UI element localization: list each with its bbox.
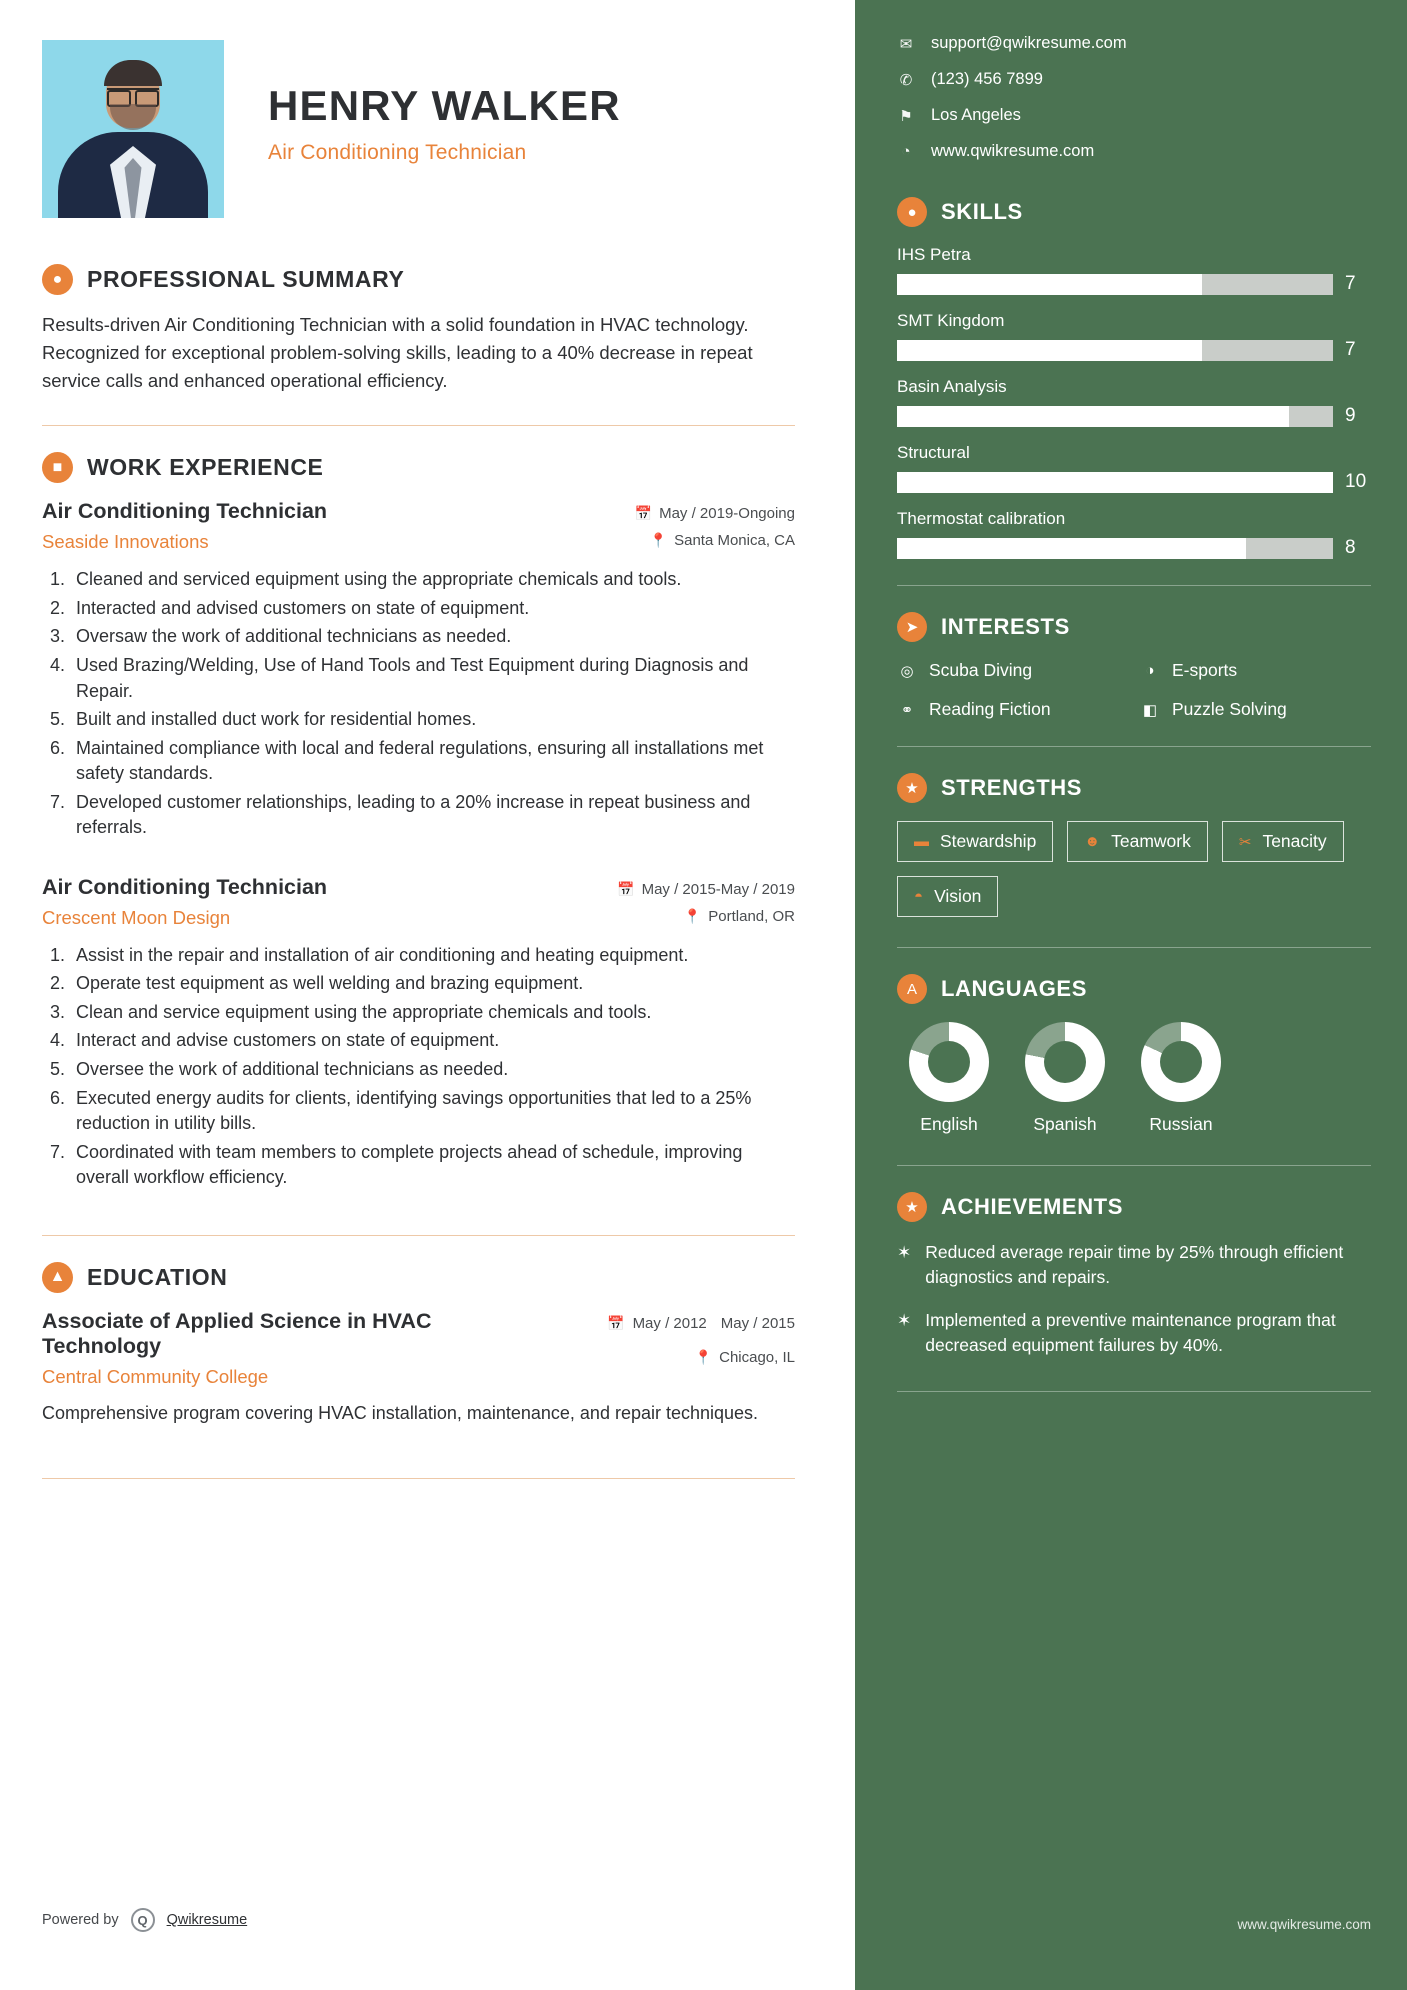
job-dates: May / 2019-Ongoing xyxy=(659,505,795,523)
right-footer-site: www.qwikresume.com xyxy=(1237,1917,1371,1932)
interest-item xyxy=(1140,699,1371,720)
contact-block xyxy=(897,34,1371,161)
powered-by-label: Powered by xyxy=(42,1912,119,1928)
section-education xyxy=(42,1262,795,1426)
list-item: 5. Oversee the work of additional technicians as needed. xyxy=(70,1057,795,1083)
contact-website xyxy=(897,142,1371,161)
divider xyxy=(897,746,1371,747)
work-item xyxy=(42,875,795,1191)
skill-bar xyxy=(897,472,1333,493)
strength-label: Vision xyxy=(934,886,982,906)
skill-bar xyxy=(897,406,1333,427)
contact-location xyxy=(897,106,1371,125)
interest-item xyxy=(897,699,1128,720)
list-item: 1. Assist in the repair and installation of air conditioning and heating equipment. xyxy=(70,943,795,969)
list-item: 4. Interact and advise customers on state of equipment. xyxy=(70,1028,795,1054)
job-meta xyxy=(617,875,795,925)
language-item xyxy=(909,1022,989,1135)
strengths-list xyxy=(897,821,1371,917)
section-title: ACHIEVEMENTS xyxy=(941,1194,1123,1219)
list-item: 6. Executed energy audits for clients, identifying savings opportunities that led to a 25% reduction in utility bills. xyxy=(70,1086,795,1137)
language-item xyxy=(1025,1022,1105,1135)
section-heading-languages xyxy=(897,974,1371,1004)
divider xyxy=(897,585,1371,586)
section-title: INTERESTS xyxy=(941,614,1070,639)
skill-value: 7 xyxy=(1345,273,1356,294)
list-item: 7. Developed customer relationships, leading to a 20% increase in repeat business and referrals. xyxy=(70,790,795,841)
education-location: Chicago, IL xyxy=(719,1349,795,1367)
job-company: Crescent Moon Design xyxy=(42,906,231,928)
strength-item xyxy=(897,876,998,917)
interest-label: E-sports xyxy=(1172,660,1238,680)
work-item xyxy=(42,499,795,840)
achievement-item xyxy=(897,1240,1371,1290)
graduation-cap-icon: ▲ xyxy=(42,1262,73,1293)
languages-list xyxy=(897,1022,1371,1135)
language-name: Spanish xyxy=(1033,1114,1097,1134)
header xyxy=(42,40,795,218)
list-item: 2. Operate test equipment as well welding and brazing equipment. xyxy=(70,971,795,997)
calendar-icon: 📅 xyxy=(607,1314,625,1331)
puzzle-icon: ◧ xyxy=(1142,701,1158,719)
interests-list xyxy=(897,660,1371,720)
section-title: SKILLS xyxy=(941,199,1023,224)
skill-name: Basin Analysis xyxy=(897,377,1007,396)
section-professional-summary xyxy=(42,264,795,395)
phone-icon: ✆ xyxy=(899,71,913,89)
list-item: 3. Oversaw the work of additional technicians as needed. xyxy=(70,624,795,650)
skill-item xyxy=(897,443,1371,493)
page-title: HENRY WALKER xyxy=(268,82,621,129)
job-bullets xyxy=(70,567,795,840)
divider xyxy=(42,1478,795,1479)
language-progress-ring xyxy=(1141,1022,1221,1102)
briefcase-icon: ▬ xyxy=(914,833,929,850)
section-heading-interests xyxy=(897,612,1371,642)
job-role: Air Conditioning Technician xyxy=(42,499,328,524)
section-title: LANGUAGES xyxy=(941,976,1087,1001)
section-title: PROFESSIONAL SUMMARY xyxy=(87,266,405,292)
language-progress-ring xyxy=(909,1022,989,1102)
strength-item xyxy=(1067,821,1208,862)
skill-name: Thermostat calibration xyxy=(897,509,1066,528)
qwikresume-logo-icon: Q xyxy=(131,1908,155,1932)
binoculars-icon: ◓ xyxy=(914,888,924,905)
achievement-item xyxy=(897,1308,1371,1358)
column-gap xyxy=(843,0,855,1990)
list-item: 1. Cleaned and serviced equipment using the appropriate chemicals and tools. xyxy=(70,567,795,593)
job-bullets xyxy=(70,943,795,1191)
strength-item xyxy=(897,821,1053,862)
section-title: STRENGTHS xyxy=(941,775,1083,800)
list-item: 4. Used Brazing/Welding, Use of Hand Tools and Test Equipment during Diagnosis and Repair. xyxy=(70,653,795,704)
pin-icon: 📍 xyxy=(683,907,702,924)
skill-item xyxy=(897,377,1371,427)
skill-item xyxy=(897,509,1371,559)
section-heading-achievements xyxy=(897,1192,1371,1222)
job-company: Seaside Innovations xyxy=(42,531,209,553)
list-item: 5. Built and installed duct work for residential homes. xyxy=(70,707,795,733)
skill-name: IHS Petra xyxy=(897,245,971,264)
job-location: Santa Monica, CA xyxy=(674,532,795,550)
summary-text: Results-driven Air Conditioning Technician with a solid foundation in HVAC technology. Recognized for exceptional problem-solving skills, leading to a 40% decrease in repeat service calls and enhanced operational efficiency. xyxy=(42,314,753,392)
list-item: 6. Maintained compliance with local and federal regulations, ensuring all installations met safety standards. xyxy=(70,736,795,787)
language-name: Russian xyxy=(1149,1114,1213,1134)
section-heading-strengths xyxy=(897,773,1371,803)
list-item: 2. Interacted and advised customers on state of equipment. xyxy=(70,596,795,622)
section-heading xyxy=(42,452,795,483)
education-description: Comprehensive program covering HVAC installation, maintenance, and repair techniques. xyxy=(42,1402,759,1423)
pin-icon: 📍 xyxy=(649,532,668,549)
section-title: EDUCATION xyxy=(87,1263,228,1290)
award-icon: ✶ xyxy=(897,1310,912,1330)
divider xyxy=(42,1235,795,1236)
section-title: WORK EXPERIENCE xyxy=(87,454,324,481)
section-heading xyxy=(42,264,795,295)
divider xyxy=(42,425,795,426)
award-icon: ✶ xyxy=(897,1243,912,1262)
skill-value: 8 xyxy=(1345,537,1356,558)
calendar-icon: 📅 xyxy=(617,880,635,897)
name-block xyxy=(268,40,621,165)
job-role: Air Conditioning Technician xyxy=(42,874,328,899)
divider xyxy=(897,947,1371,948)
strength-label: Stewardship xyxy=(940,831,1037,851)
education-degree: Associate of Applied Science in HVAC Technology xyxy=(42,1308,432,1358)
list-item: 7. Coordinated with team members to complete projects ahead of schedule, improving overall workflow efficiency. xyxy=(70,1140,795,1191)
pin-icon: 📍 xyxy=(694,1349,713,1366)
briefcase-icon: ■ xyxy=(42,452,73,483)
scuba-icon: ◎ xyxy=(900,662,914,680)
skill-item xyxy=(897,311,1371,361)
skill-item xyxy=(897,245,1371,295)
section-heading-skills xyxy=(897,197,1371,227)
right-column xyxy=(855,0,1407,1990)
education-end-date: May / 2015 xyxy=(720,1314,795,1332)
skill-value: 9 xyxy=(1345,405,1356,426)
language-name: English xyxy=(920,1114,978,1134)
interest-label: Puzzle Solving xyxy=(1172,699,1287,719)
interest-item xyxy=(1140,660,1371,681)
calendar-icon: 📅 xyxy=(634,505,653,522)
strength-label: Teamwork xyxy=(1111,831,1191,851)
esports-icon: ◑ xyxy=(1145,662,1155,679)
contact-website-value[interactable]: www.qwikresume.com xyxy=(931,142,1095,160)
contact-location-value: Los Angeles xyxy=(931,106,1021,124)
skill-name: SMT Kingdom xyxy=(897,311,1005,330)
achievement-text: Implemented a preventive maintenance program that decreased equipment failures by 40%. xyxy=(925,1309,1336,1355)
fist-icon: ★ xyxy=(897,773,927,803)
section-heading xyxy=(42,1262,795,1293)
language-item xyxy=(1141,1022,1221,1135)
achievement-text: Reduced average repair time by 25% through efficient diagnostics and repairs. xyxy=(925,1242,1344,1287)
job-location: Portland, OR xyxy=(708,907,795,925)
strength-label: Tenacity xyxy=(1262,831,1327,851)
contact-email-value[interactable]: support@qwikresume.com xyxy=(931,34,1127,52)
avatar xyxy=(42,40,224,218)
link-icon: ✂ xyxy=(1238,833,1252,851)
contact-phone xyxy=(897,70,1371,89)
achievements-list xyxy=(897,1240,1371,1357)
interest-item xyxy=(897,660,1128,681)
divider xyxy=(897,1391,1371,1392)
section-work-experience xyxy=(42,452,795,1190)
interest-label: Reading Fiction xyxy=(929,699,1051,719)
email-icon: ✉ xyxy=(899,35,913,53)
globe-icon: ◔ xyxy=(901,143,911,160)
job-dates: May / 2015-May / 2019 xyxy=(641,880,795,898)
contact-phone-value: (123) 456 7899 xyxy=(931,70,1043,88)
language-progress-ring xyxy=(1025,1022,1105,1102)
qwikresume-link[interactable]: Qwikresume xyxy=(166,1912,248,1928)
person-icon: ● xyxy=(42,264,73,295)
divider xyxy=(897,1165,1371,1166)
education-school: Central Community College xyxy=(42,1365,269,1387)
skill-bar xyxy=(897,340,1333,361)
people-icon: ☻ xyxy=(1084,833,1101,850)
interest-label: Scuba Diving xyxy=(929,660,1033,680)
location-icon: ⚑ xyxy=(899,107,913,125)
job-meta xyxy=(635,499,795,549)
profile-job-title: Air Conditioning Technician xyxy=(268,141,527,164)
language-icon: A xyxy=(897,974,927,1004)
contact-email xyxy=(897,34,1371,53)
education-meta xyxy=(607,1309,795,1367)
skill-bar xyxy=(897,274,1333,295)
star-icon: ★ xyxy=(897,1192,927,1222)
lightbulb-icon: ● xyxy=(897,197,927,227)
strength-item xyxy=(1222,821,1344,862)
skill-name: Structural xyxy=(897,443,970,462)
skill-bar xyxy=(897,538,1333,559)
paper-plane-icon: ➤ xyxy=(897,612,927,642)
skill-value: 7 xyxy=(1345,339,1356,360)
list-item: 3. Clean and service equipment using the appropriate chemicals and tools. xyxy=(70,1000,795,1026)
skill-value: 10 xyxy=(1345,471,1367,492)
footer xyxy=(42,1908,247,1932)
skills-list xyxy=(897,245,1371,559)
education-start-date: May / 2012 xyxy=(632,1314,707,1332)
gamepad-icon: ⚭ xyxy=(900,701,914,719)
